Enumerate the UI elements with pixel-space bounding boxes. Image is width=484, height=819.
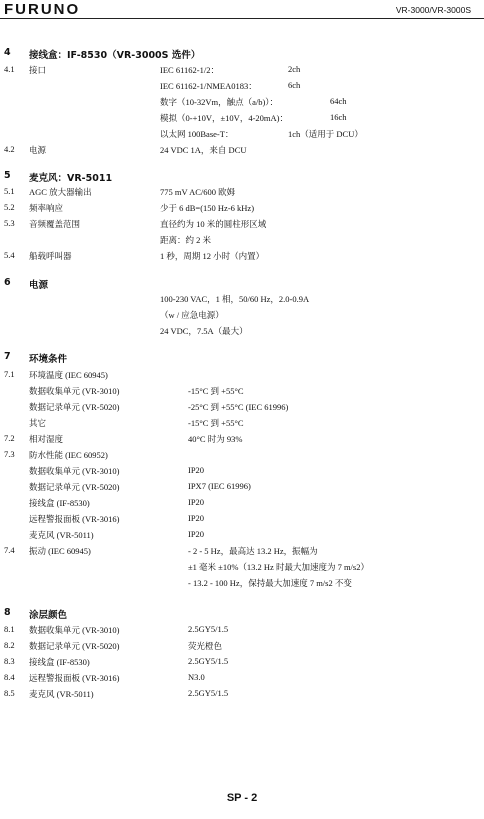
row-value: 距离：约 2 米 [160, 235, 212, 245]
row-value: 荧光橙色 [188, 641, 223, 651]
row-label: 相对湿度 [29, 434, 64, 444]
row-label: 防水性能 (IEC 60952) [29, 450, 108, 460]
row-value: 2.5GY5/1.5 [188, 688, 229, 698]
header-rule [0, 18, 484, 19]
row-value: IP20 [188, 529, 205, 539]
power-spec: 100-230 VAC，1 相，50/60 Hz，2.0-0.9A [160, 294, 310, 304]
model-number: VR-3000/VR-3000S [395, 5, 471, 15]
row-label: 接口 [29, 65, 47, 75]
row-value: 40°C 时为 93% [188, 434, 243, 444]
page-number: SP - 2 [226, 792, 258, 804]
furuno-logo: FURUNO [4, 1, 81, 18]
section-title: 接线盒：IF-8530（VR-3000S 选件） [29, 50, 201, 61]
row-number: 5.2 [4, 202, 15, 212]
row-value: IP20 [188, 497, 205, 507]
row-label: AGC 放大器输出 [29, 187, 92, 197]
section-title: 麦克风：VR-5011 [29, 173, 113, 184]
row-label: 麦克风 (VR-5011) [29, 689, 94, 699]
interface-text: 数字（10-32Vm，触点（a/b)）： [160, 97, 279, 107]
interface-count: 16ch [330, 112, 347, 122]
power-spec: （w / 应急电源） [160, 310, 224, 320]
interface-text: IEC 61162-1/2： [160, 65, 219, 75]
row-label: 数据记录单元 (VR-5020) [29, 402, 120, 412]
row-label: 接线盒 (IF-8530) [29, 498, 90, 508]
row-number: 4.1 [4, 64, 15, 74]
row-number: 4.2 [4, 144, 15, 154]
row-value: 2.5GY5/1.5 [188, 656, 229, 666]
interface-count: 6ch [288, 80, 301, 90]
row-label: 数据收集单元 (VR-3010) [29, 466, 120, 476]
row-label: 数据收集单元 (VR-3010) [29, 625, 120, 635]
row-number: 8.1 [4, 624, 15, 634]
row-value: IP20 [188, 465, 205, 475]
interface-count: 2ch [288, 64, 301, 74]
interface-count: 1ch（适用于 DCU） [288, 129, 363, 139]
section-number: 5 [4, 170, 11, 181]
row-number: 7.1 [4, 369, 15, 379]
row-value: - 13.2 - 100 Hz，保持最大加速度 7 m/s2 不变 [188, 578, 352, 588]
row-value: 775 mV AC/600 欧姆 [160, 187, 236, 197]
section-title: 电源 [29, 280, 49, 291]
row-label: 环境温度 (IEC 60945) [29, 370, 108, 380]
row-label: 麦克风 (VR-5011) [29, 530, 94, 540]
power-spec: 24 VDC，7.5A（最大） [160, 326, 248, 336]
row-value: - 2 - 5 Hz，最高达 13.2 Hz，振幅为 [188, 546, 318, 556]
row-number: 7.4 [4, 545, 15, 555]
section-number: 4 [4, 47, 11, 58]
row-value: 24 VDC 1A，来自 DCU [160, 145, 247, 155]
row-label: 远程警报面板 (VR-3016) [29, 673, 120, 683]
row-label: 音频覆盖范围 [29, 219, 81, 229]
row-value: -15°C 到 +55°C [188, 418, 244, 428]
row-value: 直径约为 10 米的圆柱形区域 [160, 219, 267, 229]
section-number: 8 [4, 607, 11, 618]
row-number: 8.3 [4, 656, 15, 666]
row-label: 频率响应 [29, 203, 64, 213]
row-label: 接线盒 (IF-8530) [29, 657, 90, 667]
row-value: 1 秒，周期 12 小时（内置） [160, 251, 265, 261]
section-title: 环境条件 [29, 354, 68, 365]
row-value: N3.0 [188, 672, 205, 682]
row-value: -25°C 到 +55°C (IEC 61996) [188, 402, 289, 412]
row-value: ±1 毫米 ±10%（13.2 Hz 时最大加速度为 7 m/s2） [188, 562, 369, 572]
row-number: 5.1 [4, 186, 15, 196]
row-value: IP20 [188, 513, 205, 523]
row-value: IPX7 (IEC 61996) [188, 481, 251, 491]
row-number: 5.4 [4, 250, 15, 260]
section-number: 6 [4, 277, 11, 288]
interface-text: 以太网 100Base-T： [160, 129, 234, 139]
row-label: 远程警报面板 (VR-3016) [29, 514, 120, 524]
row-label: 数据记录单元 (VR-5020) [29, 641, 120, 651]
row-label: 数据记录单元 (VR-5020) [29, 482, 120, 492]
section-title: 涂层颜色 [29, 610, 68, 621]
row-label: 数据收集单元 (VR-3010) [29, 386, 120, 396]
interface-count: 64ch [330, 96, 347, 106]
row-label: 振动 (IEC 60945) [29, 546, 91, 556]
row-label: 电源 [29, 145, 47, 155]
row-number: 5.3 [4, 218, 15, 228]
row-value: -15°C 到 +55°C [188, 386, 244, 396]
row-value: 少于 6 dB=(150 Hz-6 kHz) [160, 203, 255, 213]
row-label: 船载呼叫器 [29, 251, 72, 261]
interface-text: 模拟（0-+10V，±10V，4-20mA)： [160, 113, 288, 123]
row-number: 7.2 [4, 433, 15, 443]
row-number: 8.2 [4, 640, 15, 650]
row-value: 2.5GY5/1.5 [188, 624, 229, 634]
row-number: 7.3 [4, 449, 15, 459]
row-label: 其它 [29, 418, 47, 428]
row-number: 8.5 [4, 688, 15, 698]
section-number: 7 [4, 351, 11, 362]
interface-text: IEC 61162-1/NMEA0183： [160, 81, 257, 91]
row-number: 8.4 [4, 672, 15, 682]
